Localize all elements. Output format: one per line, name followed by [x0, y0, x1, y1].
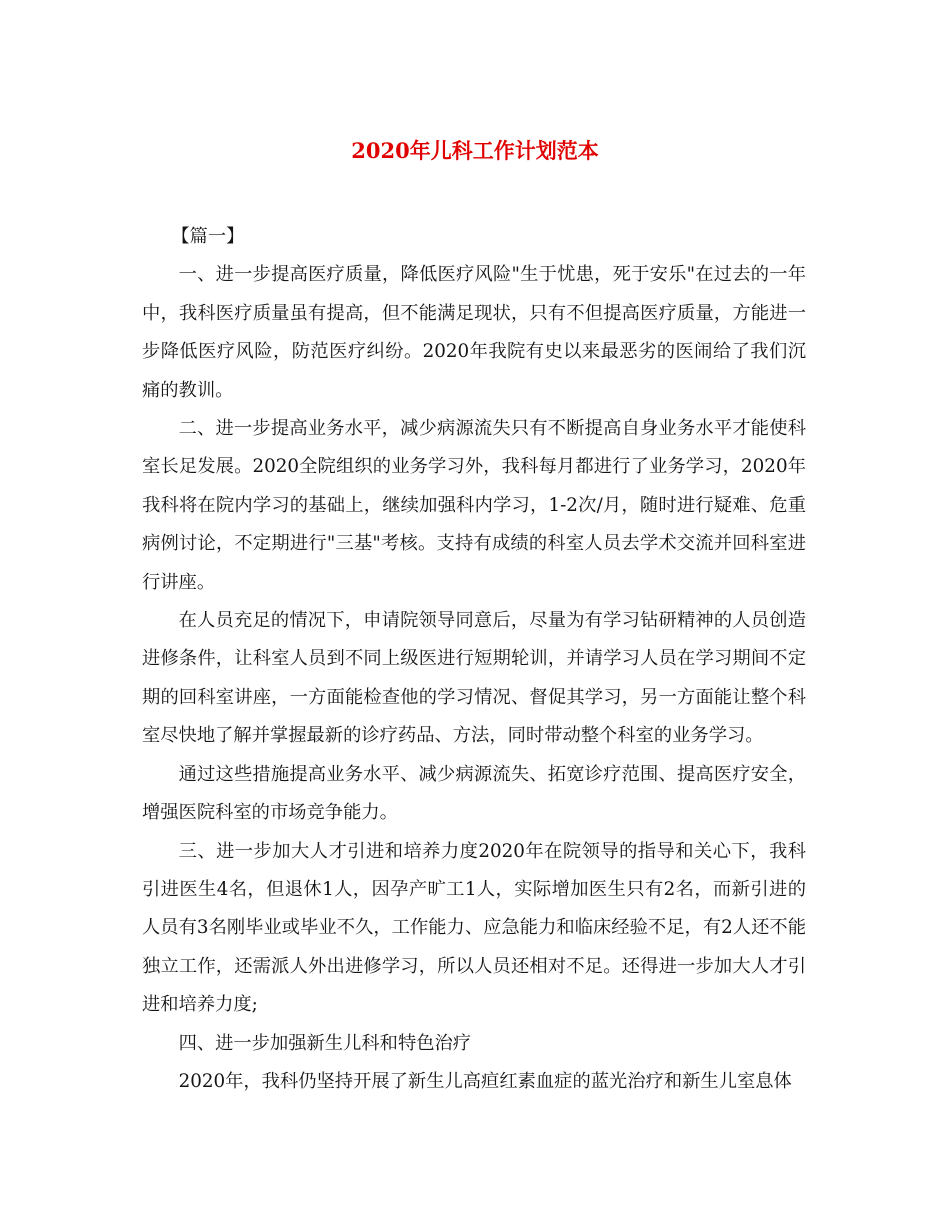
- document-body: [142, 218, 806, 1101]
- paragraph-7: 2020年，我科仍坚持开展了新生儿高疸红素血症的蓝光治疗和新生儿室息体: [178, 1070, 792, 1092]
- paragraph-4: 通过这些措施提高业务水平、减少病源流失、拓宽诊疗范围、提高医疗安全，增强医院科室的市场竞争能力。: [142, 763, 806, 824]
- paragraph-3: 在人员充足的情况下，申请院领导同意后，尽量为有学习钻研精神的人员创造进修条件，让科室人员到不同上级医进行短期轮训，并请学习人员在学习期间不定期的回科室讲座，一方面能检查他的学习情况、督促其学习，另一方面能让整个科室尽快地了解并掌握最新的诊疗药品、方法，同时带动整个科室的业务学习。: [142, 610, 806, 747]
- document-title: 2020年儿科工作计划范本: [351, 138, 599, 163]
- paragraph-1: 一、进一步提高医疗质量，降低医疗风险"生于忧患，死于安乐"在过去的一年中，我科医疗质量虽有提高，但不能满足现状，只有不但提高医疗质量，方能进一步降低医疗风险，防范医疗纠纷。2020年我院有史以来最恶劣的医闹给了我们沉痛的教训。: [142, 264, 806, 401]
- section-heading: 【篇一】: [171, 226, 245, 247]
- paragraph-5: 三、进一步加大人才引进和培养力度2020年在院领导的指导和关心下，我科引进医生4名，但退休1人，因孕产旷工1人，实际增加医生只有2名，而新引进的人员有3名刚毕业或毕业不久，工作能力、应急能力和临床经验不足，有2人还不能独立工作，还需派人外出进修学习，所以人员还相对不足。还得进一步加大人才引进和培养力度;: [142, 840, 806, 1016]
- paragraph-2: 二、进一步提高业务水平，减少病源流失只有不断提高自身业务水平才能使科室长足发展。2020全院组织的业务学习外，我科每月都进行了业务学习，2020年我科将在院内学习的基础上，继续加强科内学习，1-2次/月，随时进行疑难、危重病例讨论，不定期进行"三基"考核。支持有成绩的科室人员去学术交流并回科室进行讲座。: [142, 418, 806, 593]
- paragraph-6: 四、进一步加强新生儿科和特色治疗: [178, 1032, 472, 1054]
